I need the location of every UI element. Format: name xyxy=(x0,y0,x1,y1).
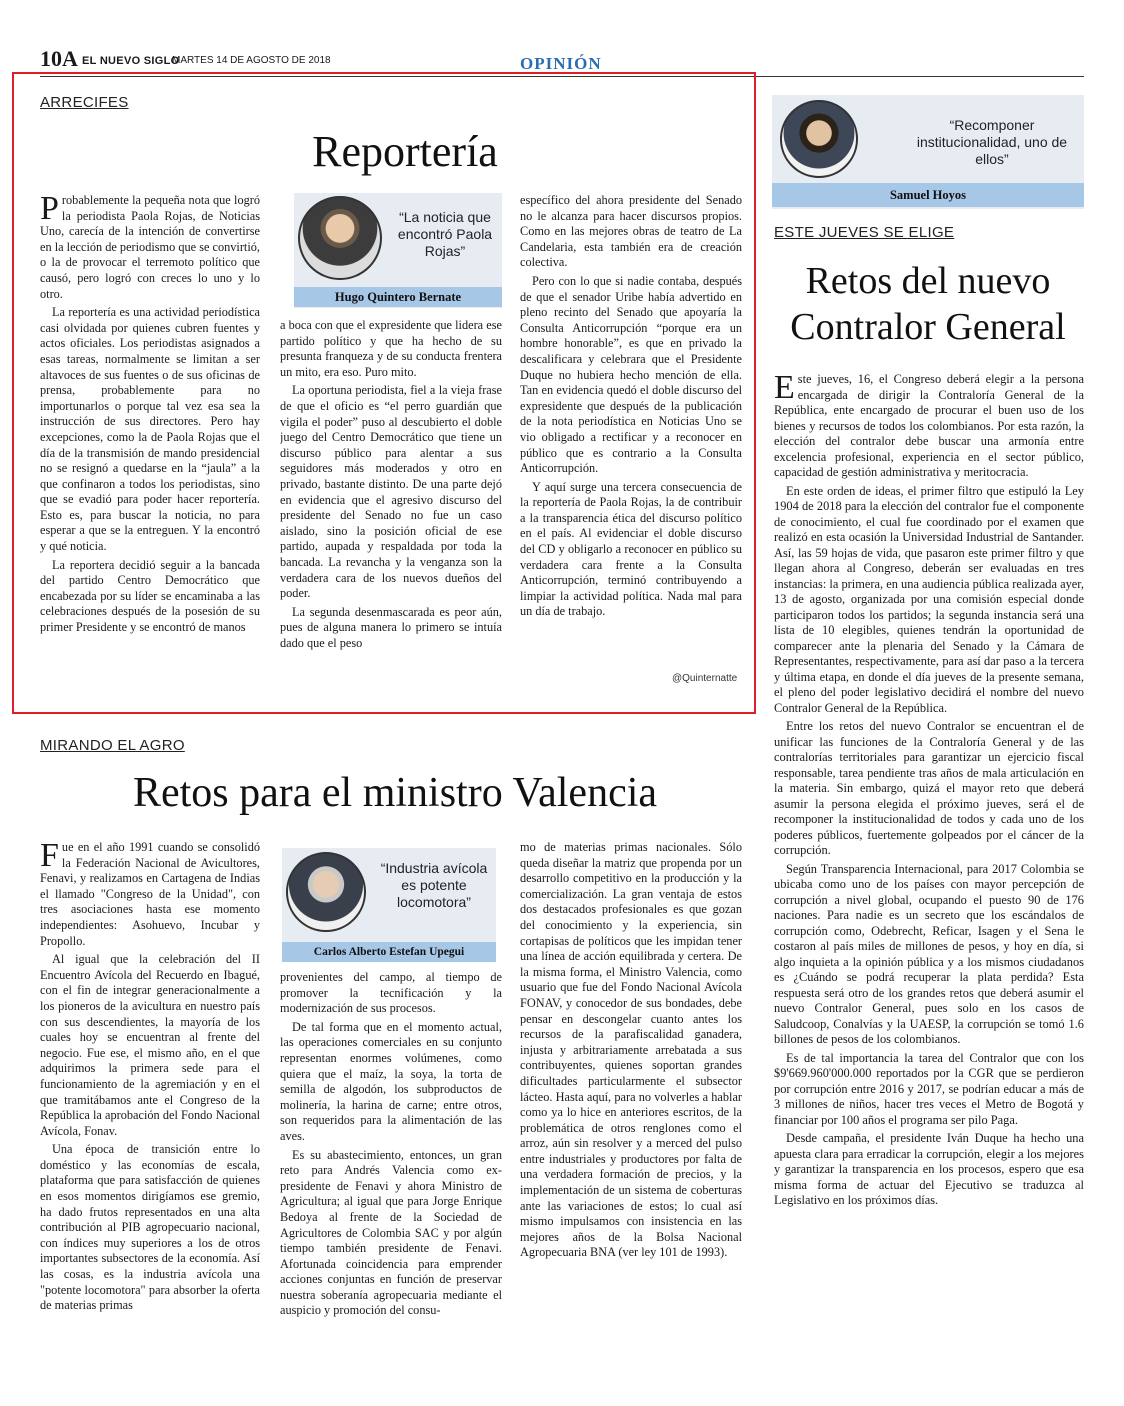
article1-title: Reportería xyxy=(312,127,498,176)
author-name: Hugo Quintero Bernate xyxy=(294,287,502,307)
author-quote: “Recomponer institucionalidad, uno de ellos” xyxy=(916,117,1068,167)
article2-column-3 xyxy=(520,840,742,1370)
article2-author-box xyxy=(282,848,496,962)
section-label: OPINIÓN xyxy=(520,54,602,73)
paragraph: La oportuna periodista, fiel a la vieja frase de que el oficio es “el perro guardián que vigila el poder” puso al descubierto el doble juego del Centro Democrático que tiene un discurso público para alentar a sus seguidores más moderados y otro en privado, bastante distinto. De una parte dejó en evidencia que el agresivo discurso del presidente del Senado no fue un caso aislado, sino la posición oficial de ese partido, aupada y respaldada por toda la bancada. La revancha y la venganza son la verdadera cara de los nuevos dueños del poder. xyxy=(280,383,502,601)
author-photo xyxy=(286,852,366,932)
author-name: Samuel Hoyos xyxy=(772,183,1084,207)
paragraph: Este jueves, 16, el Congreso deberá elegir a la persona encargada de dirigir la Contraloría General de la República, ente encargado de procurar el buen uso de los bienes y recursos de todos los colombianos. Por esta razón, la elección del contralor debe buscar una armonía entre excelencia profesional, experiencia en el sector público, capacidad de gestión administrativa y meritocracia. xyxy=(774,372,1084,479)
article1-column-2 xyxy=(280,318,502,696)
article2-column-2 xyxy=(280,970,502,1370)
article2-kicker: MIRANDO EL AGRO xyxy=(40,737,185,754)
paragraph: La reportera decidió seguir a la bancada del partido Centro Democrático que encabezada por su líder se encaminaba a las celebraciones después de la posesión de su primer Presidente y se encontró de manos xyxy=(40,557,260,635)
paragraph: mo de materias primas nacionales. Sólo queda diseñar la matriz que propenda por un desarrollo competitivo en la producción y la comercialización. La gran ventaja de estos dos destacados profesionales es que gozan del conocimiento y la experiencia, sin cortapisas de políticos que les impidan tener una línea de acción equilibrada y certera. De la misma forma, el Ministro Valencia, como usuario que fue del Fondo Nacional Avícola FONAV, y conocedor de sus bondades, debe pensar en descongelar cuanto antes los recursos de la parafiscalidad ganadera, injusta y arbitrariamente arrebatada a sus contribuyentes, quienes soportan grandes dificultades particularmente el subsector lácteo. Hasta aquí, para no volverles a hablar como ya lo hice en anteriores escritos, de la problemática de otros renglones como el arroz, aún sin resolver y a merced del pulso entre industriales y productores por falta de una verdadera formación de precios, y la implementación de un sistema de coberturas ante las variaciones de estos; lo cual así mismo impulsamos con insistencia en las mejores años de la Bolsa Nacional Agropecuaria BNA (ver ley 101 de 1993). xyxy=(520,840,742,1260)
article3-column xyxy=(774,372,1084,1372)
paragraph: a boca con que el expresidente que lidera ese partido político y que ha hecho de su presunta franqueza y de su conducta frentera un mito, era eso. Puro mito. xyxy=(280,318,502,379)
paragraph: Es de tal importancia la tarea del Contralor que con los $9'669.960'000.000 reportados por la CGR que se perdieron por corrupción entre 2016 y 2017, se podrían educar a más de 3 millones de niños, hacer tres veces el Metro de Bogotá y financiar por 100 años el programa ser pilo Paga. xyxy=(774,1050,1084,1127)
author-handle: @Quinternatte xyxy=(672,673,738,684)
paragraph: De tal forma que en el momento actual, las operaciones comerciales en su conjunto representan enormes volúmenes, como quiera que el maíz, la soya, la torta de semilla de algodón, los subproductos de molinería, la harina de carne; entre otros, son requeridos para la alimentación de las aves. xyxy=(280,1019,502,1143)
paragraph: En este orden de ideas, el primer filtro que estipuló la Ley 1904 de 2018 para la elección del contralor fue el componente de conocimiento, el cual fue coordinado por el examen que realizó en esta ocasión la Universidad Industrial de Santander. Así, las 59 hojas de vida, que pasaron este primer filtro y que llegan ahora al Congreso, deberán ser evaluadas en tres instancias: la primera, en una audiencia pública realizada ayer, 13 de agosto, organizada por una comisión especial donde participaron todos los partidos; la segunda instancia será una lista de 10 elegibles, quienes tendrán la oportunidad de comparecer ante la plenaria del Senado y la Cámara de Representantes, respectivamente, para así dar paso a la tercera y última etapa, en donde el día jueves de la presente semana, el pleno del poder legislativo decidirá el nombre del nuevo Contralor General de la República. xyxy=(774,483,1084,715)
paragraph: Según Transparencia Internacional, para 2017 Colombia se ubicaba como uno de los países con mayor percepción de corrupción a nivel global, ocupando el puesto 90 de 176 naciones. Para nadie es un secreto que los escándalos de corrupción como, Odebrecht, Reficar, Isagen y el Sena le costaron al país miles de millones de pesos, y hoy en día, si algo inquieta a la opinión pública y a los mismos ciudadanos es ¿Cuándo se podrá recuperar la plata perdida? Esta respuesta será otro de los grandes retos que deberá asumir el nuevo Contralor General, pues solo en los casos de Saludcoop, Conalvías y la UAESP, la corrupción se tomó 1.6 billones de pesos de los colombianos. xyxy=(774,861,1084,1046)
author-name: Carlos Alberto Estefan Upegui xyxy=(282,942,496,962)
author-photo xyxy=(298,196,382,280)
author-quote: “Industria avícola es potente locomotora” xyxy=(380,860,488,910)
paragraph: Y aquí surge una tercera consecuencia de la reportería de Paola Rojas, la de contribuir a la transparencia ética del discurso político en el país. Al evidenciar el doble discurso del CD y obligarlo a reconocer en público su verdadera cara frente a la Consulta Anticorrupción, terminó contribuyendo a limpiar la actividad política. Nada mal para un día de trabajo. xyxy=(520,479,742,619)
article2-title: Retos para el ministro Valencia xyxy=(132,770,658,816)
paragraph: específico del ahora presidente del Senado no le alcanza para hacer discursos propios. Como en las mejores obras de teatro de La Candelaria, esta también era de creación colectiva. xyxy=(520,193,742,270)
article3-title: Retos del nuevo Contralor General xyxy=(790,260,1066,348)
paragraph: Una época de transición entre lo doméstico y las economías de escala, plataforma que para satisfacción de quienes en esos momentos dirigíamos ese gremio, ha dado frutos representados en una alta contribución al PIB agropecuario nacional, con índices muy superiores a los de otros importantes subsectores de la economía. Así las cosas, es la industria avícola una "potente locomotora" para absorber la oferta de materias primas xyxy=(40,1142,260,1313)
article1-author-box xyxy=(294,193,502,308)
paragraph: provenientes del campo, al tiempo de promover la tecnificación y la modernización de sus procesos. xyxy=(280,970,502,1016)
author-quote: “La noticia que encontró Paola Rojas” xyxy=(397,209,493,259)
article3-author-box xyxy=(772,95,1084,209)
paragraph: Pero con lo que si nadie contaba, después de que el senador Uribe había advertido en pleno recinto del Senado que apoyaría la Consulta Anticorrupción “porque era un hombre honorable”, es que en privado la descalificara y celebrara que el Presidente Duque no hubiera hecho mención de ella. Tan en evidencia quedó el doble discurso del expresidente que después de la publicación de la nota periodística en Noticias Uno se vio obligado a rectificar y a reconocer en público que es contrario a la Consulta Anticorrupción. xyxy=(520,273,742,476)
paragraph: Es su abastecimiento, entonces, un gran reto para Andrés Valencia como ex-presidente de Fenavi y ahora Ministro de Agricultura; al igual que para Jorge Enrique Bedoya al frente de la Sociedad de Agricultores de Colombia SAC y por algún tiempo también presidente de Fenavi. Afortunada coincidencia para emprender acciones conjuntas en función de preservar nuestra soberanía agropecuaria mediante el auspicio y promoción del consu- xyxy=(280,1147,502,1318)
paragraph: Al igual que la celebración del II Encuentro Avícola del Recuerdo en Ibagué, con el fin de integrar generacionalmente a los pioneros de la avicultura en nuestro país con sus descendientes, la mayoría de los cuales hoy se encuentran al frente del negocio. Fue ese, el mismo año, en el que adquirimos la primera sede para el funcionamiento de la agremiación y en el que tramitábamos ante el Congreso de la República la aprobación del Fondo Nacional Avícola, Fonav. xyxy=(40,952,260,1138)
article1-column-3 xyxy=(520,193,742,673)
newspaper-name: EL NUEVO SIGLO xyxy=(82,55,180,67)
issue-date: MARTES 14 DE AGOSTO DE 2018 xyxy=(172,55,331,66)
article1-column-1 xyxy=(40,193,260,693)
paragraph: Entre los retos del nuevo Contralor se encuentran el de unificar las funciones de la Contraloría General y de las contralorías territoriales para garantizar un ejercicio fiscal responsable, tarea pendiente tras años de mala articulación en la materia. Sin embargo, quizá el mayor reto que deberá asumir la persona elegida el próximo jueves, será el de recomponer la institucionalidad de todos y cada uno de los poderes públicos, fuertemente golpeados por el cáncer de la corrupción. xyxy=(774,719,1084,857)
article1-kicker: ARRECIFES xyxy=(40,94,129,111)
article2-column-1 xyxy=(40,840,260,1370)
paragraph: La segunda desenmascarada es peor aún, pues de alguna manera lo primero se intuía dado que el peso xyxy=(280,604,502,650)
paragraph: Desde campaña, el presidente Iván Duque ha hecho una apuesta clara para erradicar la corrupción, elegir a los mejores y garantizar la transparencia en los procesos, espero que esa misma forma de actuar del Ejecutivo se traduzca al Legislativo en los próximos días. xyxy=(774,1131,1084,1207)
paragraph: Probablemente la pequeña nota que logró la periodista Paola Rojas, de Noticias Uno, carecía de la intención de convertirse en la lección de periodismo que se convirtió, o la de provocar el terremoto político que causó, pero logró con creces lo uno y lo otro. xyxy=(40,193,260,301)
paragraph: La reportería es una actividad periodística casi olvidada por quienes cubren fuentes y actos oficiales. Los periodistas asignados a esas tareas, normalmente se limitan a ser altavoces de sus fuentes o de sus oficinas de prensa, probablemente para no importunarlos o porque tal vez esa sea la instrucción de sus directores. Pero hay excepciones, como la de Paola Rojas que el día de la transmisión de mando presidencial no se resignó a quedarse en la “jaula” a la que confinaron a todos los periodistas, sino que se evadió para poder hacer reportería. Esto es, para buscar la noticia, no para esperar a que se la entreguen. Y la encontró y qué noticia. xyxy=(40,305,260,554)
page-number: 10A xyxy=(40,46,78,71)
paragraph: Fue en el año 1991 cuando se consolidó la Federación Nacional de Avicultores, Fenavi, y realizamos en Cartagena de Indias el llamado "Congreso de la Unidad", con tres asociaciones hasta ese momento independientes: Asohuevo, Incubar y Propollo. xyxy=(40,840,260,948)
author-photo xyxy=(780,100,858,178)
article3-kicker: ESTE JUEVES SE ELIGE xyxy=(774,224,955,241)
